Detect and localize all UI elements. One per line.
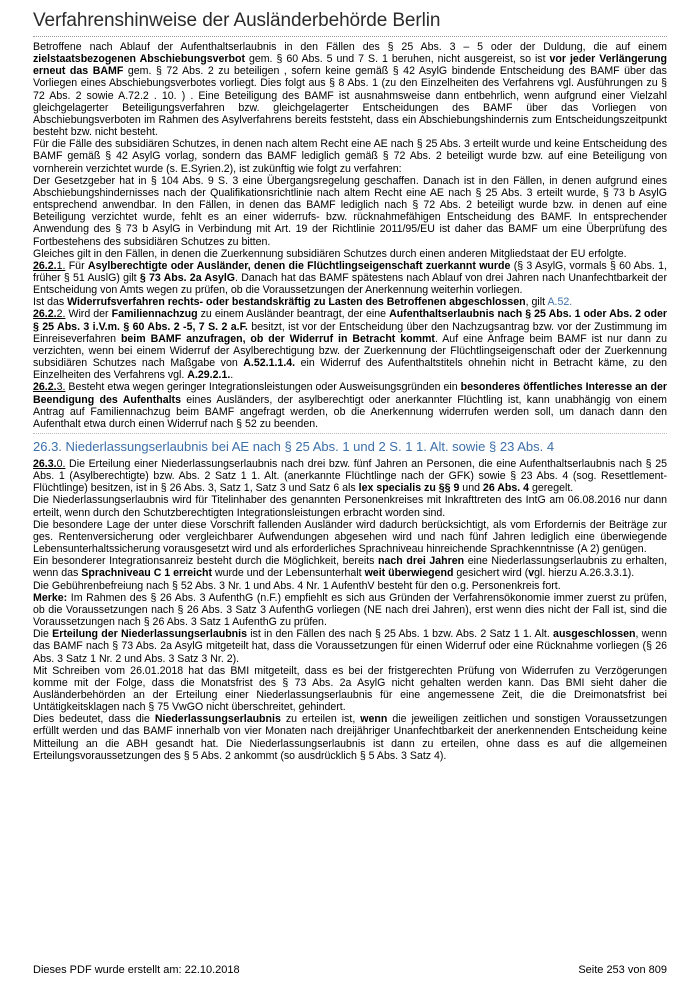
paragraph-gebuehrenbefreiung: Die Gebührenbefreiung nach § 52 Abs. 3 Nr. 1 und Abs. 4 Nr. 1 AufenthV besteht für den o.g. Personenkreis fort. xyxy=(33,579,561,592)
text-run: Ist das xyxy=(33,296,68,309)
text-run: Die Erteilung einer Niederlassungserlaubnis nach drei bzw. fünf Jahren an Personen, die eine Aufenthaltserlaubnis nach § 25 Abs. 1 (Asylberechtigte) bzw. Abs. 2 Satz 1 1. Alt. (anerkannte Flüchtlinge nach der GFK) sowie § 23 Abs. 4 (sog. Resettlement-Flüchtlinge) besitzen, ist in § 26 Abs. 3, Satz 1, Satz 3 und Satz 6 als xyxy=(33,458,667,495)
reference-link[interactable]: A.52. xyxy=(547,296,573,309)
text-run: besitzt, ist vor der Entscheidung über den Nachzugsantrag bzw. vor der Zustimmung im Einreiseverfahren xyxy=(33,320,667,345)
text-run: . Auf eine Anfrage beim BAMF ist nur dann zu verzichten, wenn bei einem Widerruf der Asylberechtigung bzw. der Zuerkennung der Flüchtlingseigenschaft oder der Zuerkennung subsidiären Schutzes nach Maßgabe von xyxy=(33,332,667,370)
section-heading-26-3: 26.3. Niederlassungserlaubnis bei AE nach § 25 Abs. 1 und 2 S. 1 1. Alt. sowie § 23 Abs. 4 xyxy=(33,439,555,454)
bold-run: v xyxy=(528,567,535,580)
bold-run: Sprachniveau C 1 erreicht xyxy=(81,567,213,580)
text-run: Dies bedeutet, dass die xyxy=(33,713,155,726)
section-number: 26.3. xyxy=(33,458,57,470)
bold-run: A.52.1.1.4. xyxy=(243,357,296,370)
bold-run: vor jeder Verlängerung erneut das BAMF xyxy=(33,53,667,78)
section-divider xyxy=(33,433,667,434)
text-run: . xyxy=(230,369,234,382)
text-run: Besteht etwa wegen geringer Integrationsleistungen oder Ausweisungsgründen ein xyxy=(65,381,461,394)
text-run: Die xyxy=(33,628,53,641)
text-run: ist in den Fällen des nach § 25 Abs. 1 bzw. Abs. 2 Satz 1 1. Alt. xyxy=(246,628,554,641)
paragraph-uebergangsregelung: Der Gesetzgeber hat in § 104 Abs. 9 S. 3 eine Übergangsregelung geschaffen. Danach ist in den Fällen, in denen aufgrund eines Abschiebungshindernisses nach der Qualifikationsrichtlinie nach altem Recht eine AE nach § 25 Abs. 3 erteilt wurde, § 73 b AsylG entsprechend anwendbar. In den Fällen, in denen das BAMF lediglich nach § 72 Abs. 2 beteiligt wurde bzw. in denen auf eine Beteiligung verzichtet wurde, fehlt es an einer widerrufs- bzw. rücknahmefähigen Entscheidung des BAMF. In entsprechender Anwendung des § 73 b AsylG in Verbindung mit Art. 19 der Richtlinie 2011/95/EU ist daher das BAMF um eine Überprüfung des Fortbestehens des subsidiären Schutzes zu bitten. xyxy=(33,174,667,248)
text-run: Ein besonderer Integrationsanreiz besteht durch die Möglichkeit, bereits xyxy=(33,555,379,568)
text-run: die jeweiligen zeitlichen und sonstigen Voraussetzungen erfüllt werden und das BAMF innerhalb von vier Monaten nach dreijähriger Unanfechtbarkeit der anerkennenden Entscheidung keine Mitteilung an die ABH gesandt hat. Die Niederlassungserlaubnis ist dann zu erteilen, ohne dass es auf die allgemeinen Erteilungsvoraussetzungen des § 5 Abs. 2 ankommt (so ausdrücklich § 5 Abs. 3 Satz 4). xyxy=(33,713,667,762)
paragraph-bedeutung xyxy=(33,713,667,762)
section-number: 26.2. xyxy=(33,381,57,394)
section-number: 26.2. xyxy=(33,259,57,272)
text-run: Wird der xyxy=(65,308,112,321)
paragraph-bmi-schreiben: Mit Schreiben vom 26.01.2018 hat das BMI mitgeteilt, dass es bei der fristgerechten Prüfung von Widerrufen zu Verzögerungen komme mit der Folge, dass die Monatsfrist des § 73 Abs. 2a AsylG nicht gehalten werden kann. Das BMI sieht daher die Ausländerbehörden an der Erteilung einer Niederlassungserlaubnis für eine angemessene Zeit, die die Dreimonatsfrist bei Untätigkeitsklagen nach § 75 VwGO nicht überschreitet, gehindert. xyxy=(33,664,667,714)
section-number: 26.2. xyxy=(33,308,57,321)
text-run: gem. § 60 Abs. 5 und 7 S. 1 beruhen, nicht ausgereist, so ist xyxy=(244,53,550,66)
bold-run: beim BAMF anzufragen, ob der Widerruf in Betracht kommt xyxy=(120,332,435,345)
text-run: Betroffene nach Ablauf der Aufenthaltserlaubnis in den Fällen des § 25 Abs. 3 – 5 oder der Duldung, die auf einem xyxy=(33,41,667,53)
text-run: . Danach hat das BAMF spätestens nach Ablauf von drei Jahren nach Unanfechtbarkeit der Entscheidung von Amts wegen zu prüfen, ob die Voraussetzungen der Anerkennung weiterhin vorliegen. xyxy=(33,271,667,297)
paragraph-besondere-lage: Die besondere Lage der unter diese Vorschrift fallenden Ausländer wird dadurch berücksichtigt, als vom Erfordernis der Beiträge zur ges. Rentenversicherung oder vergleichbarer Aufwendungen abgesehen wird und nach fünf Jahren lediglich eine überwiegende Lebensunterhaltssicherung vorausgesetzt wird und als erforderliches Sprachniveau hinreichende Sprachkenntnisse (A 2) genügen. xyxy=(33,518,667,556)
bold-run: A.29.2.1. xyxy=(187,369,231,382)
bold-run: Merke: xyxy=(33,591,68,604)
paragraph-intg: Die Niederlassungserlaubnis wird für Titelinhaber des genannten Personenkreises mit Inkrafttreten des IntG am 06.08.2016 nur dann erteilt, wenn durch den Schutzberechtigten Integrationsleistungen erbracht worden sind. xyxy=(33,494,667,519)
bold-run: nach drei Jahren xyxy=(378,555,465,568)
paragraph-widerrufsverfahren xyxy=(33,296,667,308)
bold-run: 26 Abs. 4 xyxy=(482,482,530,495)
section-26-3-0 xyxy=(33,458,667,494)
paragraph-merke xyxy=(33,592,667,628)
paragraph-subsidiaer: Für die Fälle des subsidiären Schutzes, in denen nach altem Recht eine AE nach § 25 Abs. 3 erteilt wurde und keine Entscheidung des BAMF gemäß § 42 AsylG vorlag, sondern das BAMF lediglich gemäß § 72 Abs. 2 beteiligt wurde bzw. auf eine Beteiligung von vornherein verzichtet wurde (s. E.Syrien.2), ist zukünftig wie folgt zu verfahren: xyxy=(33,138,667,175)
text-run: gl. hierzu A.26.3.3.1). xyxy=(534,567,635,580)
text-run: , gilt xyxy=(525,296,548,309)
text-run: eine Niederlassungserlaubnis zu erhalten, wenn das xyxy=(33,555,668,580)
document-body xyxy=(33,41,667,762)
text-run: gesichert wird ( xyxy=(453,567,529,580)
section-subnumber: 3. xyxy=(56,381,66,394)
text-run: wurde und der Lebensunterhalt xyxy=(212,567,365,580)
bold-run: Familiennachzug xyxy=(111,308,198,321)
bold-run: weit überwiegend xyxy=(364,567,454,580)
text-run: eines Ausländers, der asylberechtigt oder anerkannter Flüchtling ist, kann unabhängig von einem Antrag auf Familiennachzug beim BAMF angefragt werden, ob die Anerkennung widerrufen werden soll, um danach dann den Aufenthalt etwa durch einen Widerruf nach § 52 zu beenden. xyxy=(33,393,667,430)
footer-page-number: Seite 253 von 809 xyxy=(578,964,667,976)
bold-run: Niederlassungserlaubnis xyxy=(154,713,281,726)
text-run: Im Rahmen des § 26 Abs. 3 AufenthG (n.F.) empfiehlt es sich aus Gründen der Verfahrensökonomie immer zuerst zu prüfen, ob die Voraussetzungen nach § 26 Abs. 3 Satz 3 AufenthG vorliegen (NE nach drei Jahren), erst wenn dies nicht der Fall ist, sind die Voraussetzungen nach § 26 Abs. 3 Satz 1 AufenthG zu prüfen. xyxy=(33,591,667,629)
bold-run: Widerrufsverfahren rechts- oder bestandskräftig zu Lasten des Betroffenen abgeschlossen xyxy=(67,296,526,309)
paragraph-ausschluss xyxy=(33,628,667,664)
bold-run: besonderes öffentliches Interesse an der Beendigung des Aufenthalts xyxy=(33,381,668,406)
text-run: und xyxy=(459,482,483,495)
text-run: (§ 3 AsylG, vormals § 60 Abs. 1, früher § 51 AuslG) gilt xyxy=(33,259,667,284)
paragraph-integrationsanreiz xyxy=(33,555,667,579)
section-26-2-3 xyxy=(33,381,667,430)
section-subnumber: 1. xyxy=(56,259,66,272)
paragraph-mitgliedstaat: Gleiches gilt in den Fällen, in denen die Zuerkennung subsidiären Schutzes durch einen anderen Mitgliedstaat der EU erfolgte. xyxy=(33,247,627,260)
footer-created-date: Dieses PDF wurde erstellt am: 22.10.2018 xyxy=(33,964,240,976)
text-run: geregelt. xyxy=(529,482,574,495)
bold-run: § 73 Abs. 2a AsylG xyxy=(139,271,236,284)
title-divider xyxy=(33,36,667,37)
text-run: zu einem Ausländer beantragt, der eine xyxy=(197,308,390,321)
section-26-2-2 xyxy=(33,308,667,381)
bold-run: Erteilung der Niederlassungserlaubnis xyxy=(52,628,247,641)
text-run: Für xyxy=(65,259,88,272)
paragraph-abschiebungsverbot xyxy=(33,41,667,138)
section-subnumber: 2. xyxy=(56,308,66,321)
section-26-2-1 xyxy=(33,260,667,296)
bold-run: zielstaatsbezogenen Abschiebungsverbot xyxy=(33,53,245,66)
section-subnumber: 0. xyxy=(56,458,66,470)
text-run: gem. § 72 Abs. 2 zu beteiligen , sofern keine gemäß § 42 AsylG bindende Entscheidung des BAMF über das Vorliegen eines Abschiebungsverbotes vorliegt. Dies folgt aus § 8 Abs. 1 (zu den Einzelheiten des Verfahrens vgl. Ausführungen zu § 72 Abs. 2 sowie A.72.2 . 10. ) . Eine Beteiligung des BAMF ist ausnahmsweise dann entbehrlich, wenn aufgrund einer Vielzahl gleichgelagerter Beteiligungsverfahren bzw. gleichgelagerter Entscheidungen des BAMF über das Vorliegen von Abschiebungsverboten im Rahmen des Asylverfahrens bereits feststeht, dass ein Abschiebungshindernis zum Entscheidungszeitpunkt besteht bzw. nicht besteht. xyxy=(33,65,667,139)
bold-run: Asylberechtigte oder Ausländer, denen die Flüchtlingseigenschaft zuerkannt wurde xyxy=(87,259,511,272)
bold-run: wenn xyxy=(360,713,388,726)
bold-run: lex specialis zu §§ 9 xyxy=(358,482,460,495)
text-run: , wenn das BAMF nach § 73 Abs. 2a AsylG mitgeteilt hat, dass die Voraussetzungen für einen Widerruf oder eine Rücknahme vorliegen (§ 26 Abs. 3 Satz 1 Nr. 2 und Abs. 3 Satz 3 Nr. 2). xyxy=(33,628,667,665)
bold-run: Aufenthaltserlaubnis nach § 25 Abs. 1 oder Abs. 2 oder § 25 Abs. 3 i.V.m. § 60 Abs. 2 -5, 7 S. 2 a.F. xyxy=(33,308,668,333)
text-run: zu erteilen ist, xyxy=(280,713,361,726)
text-run: ein Widerruf des Aufenthaltstitels ohnehin nicht in Betracht käme, zu den Einzelheiten des Verfahrens vgl. xyxy=(33,357,667,382)
bold-run: ausgeschlossen xyxy=(553,628,636,641)
page-title: Verfahrenshinweise der Ausländerbehörde Berlin xyxy=(33,10,441,31)
